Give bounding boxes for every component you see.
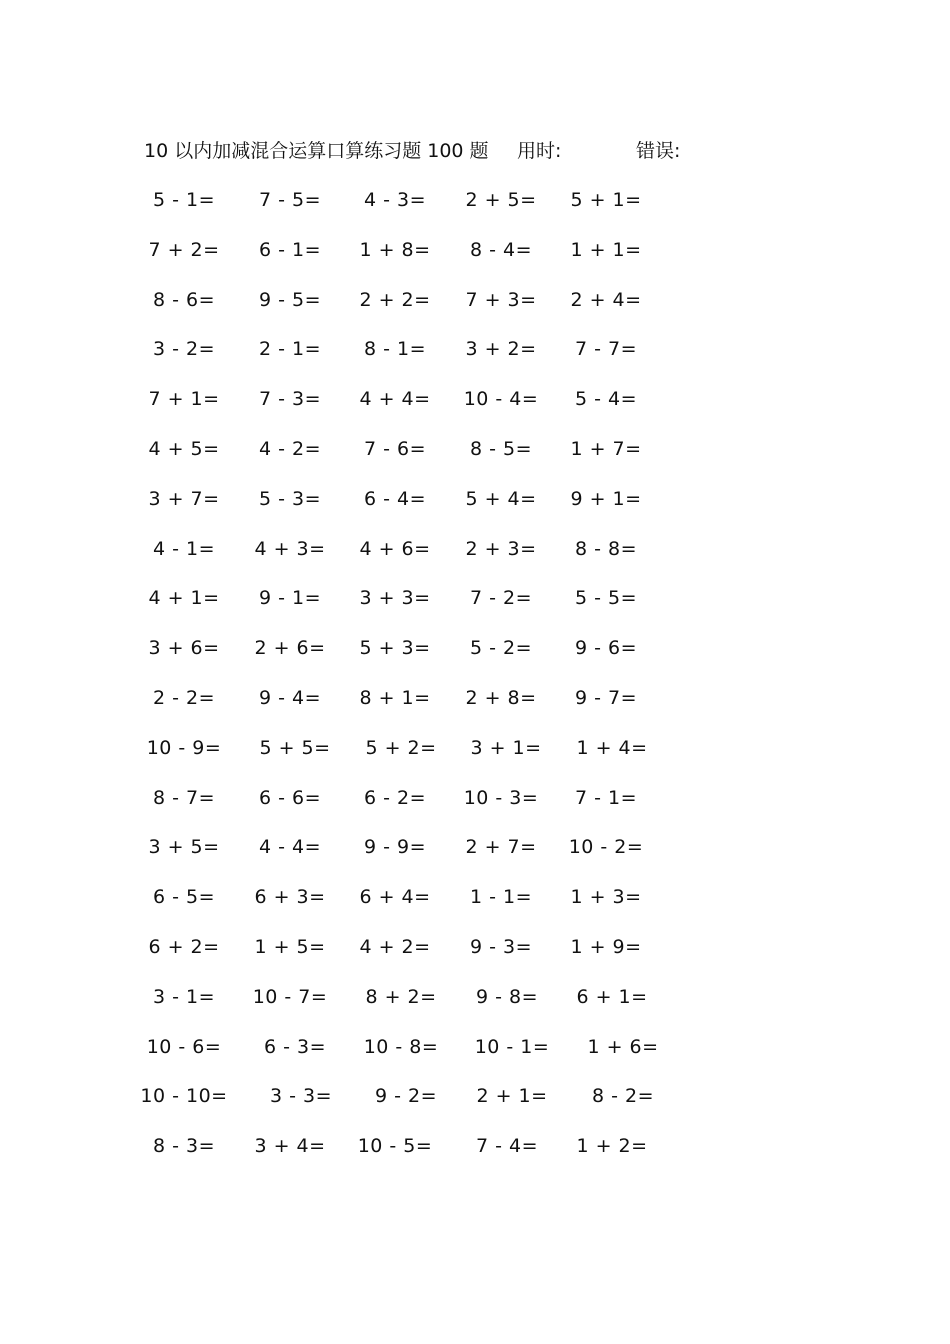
- problem-item: 7 + 3=: [465, 289, 537, 311]
- problem-item: 10 - 8=: [363, 1036, 439, 1058]
- problem-item: 9 - 7=: [574, 687, 638, 709]
- problem-item: 3 - 2=: [152, 338, 216, 360]
- problem-item: 9 + 1=: [570, 488, 642, 510]
- problem-item: 2 + 2=: [359, 289, 431, 311]
- problem-item: 1 + 2=: [576, 1135, 648, 1157]
- problem-item: 5 + 2=: [365, 737, 437, 759]
- problem-item: 8 - 5=: [469, 438, 533, 460]
- problem-item: 6 - 2=: [363, 787, 427, 809]
- problem-item: 3 - 1=: [152, 986, 216, 1008]
- problem-item: 9 - 6=: [574, 637, 638, 659]
- problem-item: 5 + 4=: [465, 488, 537, 510]
- problem-item: 7 - 4=: [475, 1135, 539, 1157]
- problem-item: 4 - 1=: [152, 538, 216, 560]
- problem-item: 10 - 3=: [463, 787, 539, 809]
- problem-item: 1 + 4=: [576, 737, 648, 759]
- problem-item: 4 - 3=: [363, 189, 427, 211]
- problem-item: 1 + 9=: [570, 936, 642, 958]
- problem-item: 3 + 1=: [470, 737, 542, 759]
- problem-item: 9 - 2=: [374, 1085, 438, 1107]
- problem-item: 3 + 3=: [359, 587, 431, 609]
- problem-item: 8 - 2=: [591, 1085, 655, 1107]
- worksheet-title: 10 以内加减混合运算口算练习题 100 题: [144, 140, 489, 162]
- problem-item: 7 - 7=: [574, 338, 638, 360]
- problem-item: 5 + 1=: [570, 189, 642, 211]
- problem-item: 4 + 5=: [148, 438, 220, 460]
- problem-item: 8 - 1=: [363, 338, 427, 360]
- problem-item: 10 - 6=: [146, 1036, 222, 1058]
- problem-item: 7 - 6=: [363, 438, 427, 460]
- problem-item: 6 - 4=: [363, 488, 427, 510]
- problem-item: 9 - 3=: [469, 936, 533, 958]
- problem-item: 6 + 3=: [254, 886, 326, 908]
- problem-item: 5 - 1=: [152, 189, 216, 211]
- problem-item: 8 - 7=: [152, 787, 216, 809]
- errors-label: 错误:: [636, 140, 681, 162]
- problem-item: 9 - 8=: [475, 986, 539, 1008]
- problem-item: 8 + 2=: [365, 986, 437, 1008]
- problem-item: 5 - 2=: [469, 637, 533, 659]
- problem-item: 1 + 5=: [254, 936, 326, 958]
- problem-item: 2 + 4=: [570, 289, 642, 311]
- problem-item: 3 - 3=: [269, 1085, 333, 1107]
- problem-item: 8 + 1=: [359, 687, 431, 709]
- problem-item: 7 + 2=: [148, 239, 220, 261]
- problem-item: 7 - 3=: [258, 388, 322, 410]
- problem-item: 6 - 6=: [258, 787, 322, 809]
- problem-item: 2 + 5=: [465, 189, 537, 211]
- problem-item: 6 - 1=: [258, 239, 322, 261]
- problem-item: 7 - 1=: [574, 787, 638, 809]
- problem-item: 9 - 4=: [258, 687, 322, 709]
- problem-item: 4 + 1=: [148, 587, 220, 609]
- problem-item: 10 - 2=: [568, 836, 644, 858]
- problem-item: 10 - 10=: [140, 1085, 228, 1107]
- problem-item: 9 - 1=: [258, 587, 322, 609]
- problem-item: 1 + 6=: [587, 1036, 659, 1058]
- problem-item: 7 - 2=: [469, 587, 533, 609]
- problem-item: 2 + 3=: [465, 538, 537, 560]
- problem-item: 9 - 5=: [258, 289, 322, 311]
- problem-item: 10 - 4=: [463, 388, 539, 410]
- problem-item: 8 - 8=: [574, 538, 638, 560]
- problem-item: 7 + 1=: [148, 388, 220, 410]
- problem-item: 2 - 2=: [152, 687, 216, 709]
- problem-item: 5 - 4=: [574, 388, 638, 410]
- problem-item: 8 - 3=: [152, 1135, 216, 1157]
- problem-item: 10 - 5=: [357, 1135, 433, 1157]
- problem-item: 2 + 7=: [465, 836, 537, 858]
- problem-item: 6 - 3=: [263, 1036, 327, 1058]
- problem-item: 10 - 7=: [252, 986, 328, 1008]
- problem-item: 8 - 4=: [469, 239, 533, 261]
- problem-item: 2 + 6=: [254, 637, 326, 659]
- problem-item: 4 - 2=: [258, 438, 322, 460]
- problem-item: 3 + 2=: [465, 338, 537, 360]
- problem-item: 1 + 7=: [570, 438, 642, 460]
- problem-item: 5 + 3=: [359, 637, 431, 659]
- problem-item: 6 - 5=: [152, 886, 216, 908]
- problem-item: 4 + 4=: [359, 388, 431, 410]
- problem-item: 3 + 7=: [148, 488, 220, 510]
- problem-item: 3 + 6=: [148, 637, 220, 659]
- problem-item: 6 + 1=: [576, 986, 648, 1008]
- problem-item: 10 - 9=: [146, 737, 222, 759]
- problem-item: 1 + 1=: [570, 239, 642, 261]
- problem-item: 4 + 3=: [254, 538, 326, 560]
- problem-item: 3 + 4=: [254, 1135, 326, 1157]
- problem-item: 1 + 3=: [570, 886, 642, 908]
- problem-item: 5 + 5=: [259, 737, 331, 759]
- problem-item: 2 - 1=: [258, 338, 322, 360]
- problem-item: 9 - 9=: [363, 836, 427, 858]
- problem-item: 5 - 3=: [258, 488, 322, 510]
- problem-item: 1 + 8=: [359, 239, 431, 261]
- problem-item: 2 + 1=: [476, 1085, 548, 1107]
- problem-item: 6 + 2=: [148, 936, 220, 958]
- problem-item: 6 + 4=: [359, 886, 431, 908]
- problem-item: 5 - 5=: [574, 587, 638, 609]
- time-label: 用时:: [517, 140, 562, 162]
- problem-item: 8 - 6=: [152, 289, 216, 311]
- problem-item: 2 + 8=: [465, 687, 537, 709]
- problem-item: 4 + 2=: [359, 936, 431, 958]
- problem-item: 4 - 4=: [258, 836, 322, 858]
- problem-item: 1 - 1=: [469, 886, 533, 908]
- problem-item: 3 + 5=: [148, 836, 220, 858]
- problem-item: 7 - 5=: [258, 189, 322, 211]
- problem-item: 10 - 1=: [474, 1036, 550, 1058]
- problem-item: 4 + 6=: [359, 538, 431, 560]
